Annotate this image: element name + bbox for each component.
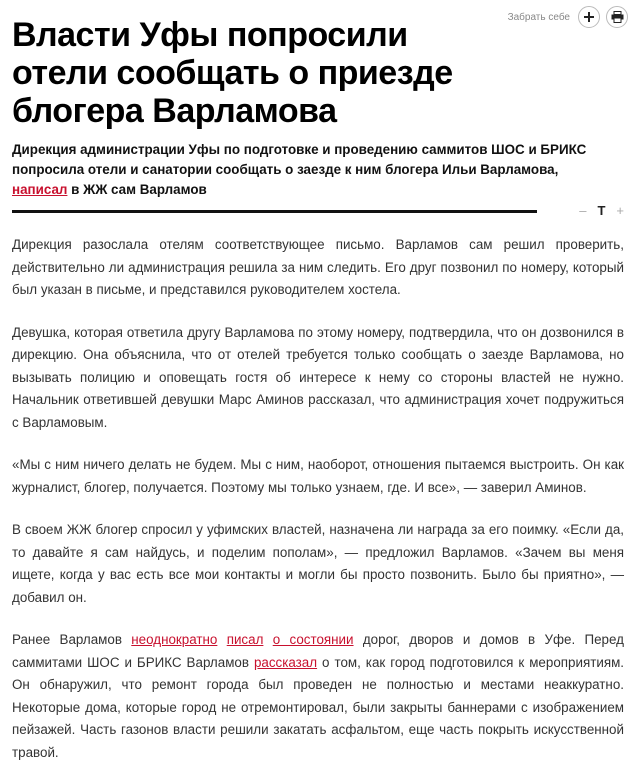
article-title: Власти Уфы попросили отели сообщать о приезде блогера Варламова <box>12 16 453 130</box>
p5-text-1: Ранее Варламов <box>12 632 132 647</box>
font-increase-button[interactable]: + <box>616 203 624 218</box>
paragraph: «Мы с ним ничего делать не будем. Мы с ним, наоборот, отношения пытаемся выстроить. Он как журналист, блогер, получается. Поэтому мы только узнаем, где. И все», — заверил Аминов. <box>12 457 624 495</box>
article-body <box>12 234 624 784</box>
print-icon <box>611 11 624 23</box>
p5-text-4: дорог, дворов и домов в Уфе. Перед саммитами ШОС и БРИКС Варламов <box>12 632 624 670</box>
print-button[interactable] <box>606 6 628 28</box>
lead-link[interactable]: написал <box>12 182 68 197</box>
font-size-icon: T <box>597 203 606 218</box>
lead-tail: в ЖЖ сам Варламов <box>67 182 207 197</box>
link-pisal[interactable]: писал <box>226 632 264 647</box>
paragraph: Девушка, которая ответила другу Варламова по этому номеру, подтвердила, что он дозвонился в дирекцию. Она объяснила, что от отелей требуется только сообщать о заезде Варламова, но вызывать полицию и оповещать гостя об интересе к нему со стороны властей не нужно. Начальник ответившей девушки Марс Аминов рассказал, что администрация хочет подружиться с Варламовым. <box>12 324 624 430</box>
link-rasskazal[interactable]: рассказал <box>253 654 318 670</box>
font-size-bar <box>12 203 624 219</box>
p5-text-3 <box>263 632 272 647</box>
article-lead <box>12 140 597 200</box>
plus-icon <box>583 11 595 23</box>
link-neodnokratno[interactable]: неоднократно <box>131 632 218 647</box>
lead-text: Дирекция администрации Уфы по подготовке и проведению саммитов ШОС и БРИКС попросила отели и санатории сообщать о заезде к ним блогера Ильи Варламова, <box>12 142 587 177</box>
divider <box>12 210 537 213</box>
paragraph: В своем ЖЖ блогер спросил у уфимских властей, назначена ли награда за его поимку. «Если да, то давайте я сам найдусь, и поделим пополам», — предложил Варламов. «Зачем вы меня ищете, когда у вас есть все мои контакты и могли бы просто позвонить. Было бы приятно», — добавил он. <box>12 522 624 605</box>
link-o-sostoyanii[interactable]: о состоянии <box>272 632 354 647</box>
paragraph <box>12 629 624 764</box>
save-label: Забрать себе <box>507 11 570 23</box>
article-tools <box>508 6 628 28</box>
font-decrease-button[interactable]: – <box>579 203 587 218</box>
font-size-controls <box>579 203 624 219</box>
paragraph: Дирекция разослала отелям соответствующее письмо. Варламов сам решил проверить, действительно ли администрация решила за ним следить. Его друг позвонил по номеру, который был указан в письме, и представился руководителем хостела. <box>12 237 624 297</box>
add-button[interactable] <box>578 6 600 28</box>
p5-text-2 <box>217 632 226 647</box>
p5-text-5: о том, как город подготовился к мероприятиям. Он обнаружил, что ремонт города был проведен не полностью и местами неаккуратно. Некоторые дома, которые город не отремонтировал, были закрыты баннерами с изображением пейзажей. Часть газонов власти решили закатать асфальтом, еще часть покрыть искусственной травой. <box>12 654 624 760</box>
